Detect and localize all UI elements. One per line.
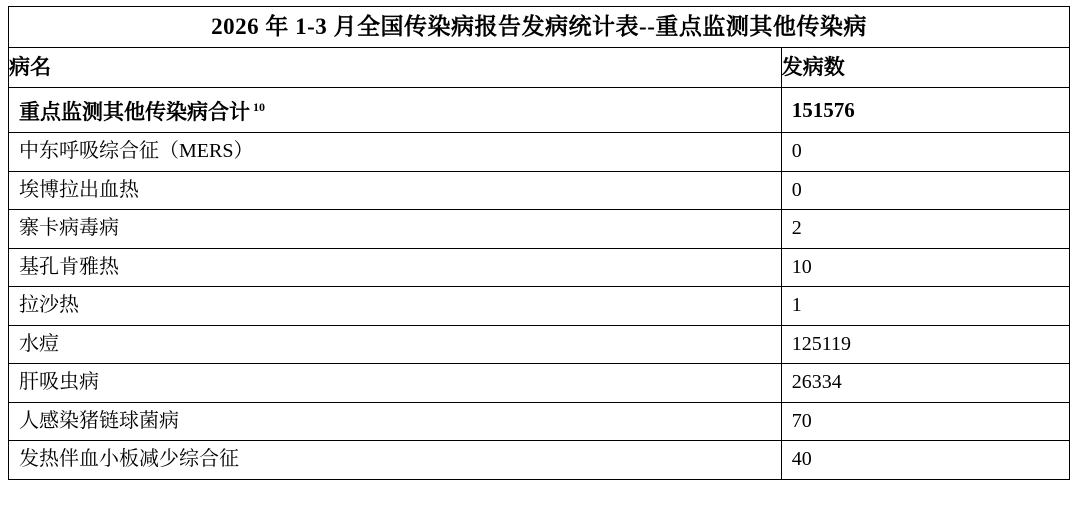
disease-count: 0 — [781, 133, 1069, 172]
table-row — [9, 287, 1070, 326]
table-row — [9, 210, 1070, 249]
table-row-total — [9, 88, 1070, 133]
table-row — [9, 364, 1070, 403]
disease-name: 基孔肯雅热 — [9, 248, 782, 287]
disease-count: 40 — [781, 441, 1069, 480]
column-header-name: 病名 — [9, 48, 782, 88]
disease-name: 水痘 — [9, 325, 782, 364]
table-row — [9, 441, 1070, 480]
total-value: 151576 — [781, 88, 1069, 133]
table-row — [9, 171, 1070, 210]
disease-name: 拉沙热 — [9, 287, 782, 326]
disease-name: 人感染猪链球菌病 — [9, 402, 782, 441]
disease-name: 中东呼吸综合征（MERS） — [9, 133, 782, 172]
disease-count: 10 — [781, 248, 1069, 287]
total-footnote-marker: 10 — [253, 100, 265, 114]
table-header-row — [9, 48, 1070, 88]
disease-count: 70 — [781, 402, 1069, 441]
disease-count: 1 — [781, 287, 1069, 326]
disease-count: 2 — [781, 210, 1069, 249]
table-row — [9, 248, 1070, 287]
total-label-cell — [9, 88, 782, 133]
disease-name: 发热伴血小板减少综合征 — [9, 441, 782, 480]
disease-name: 寨卡病毒病 — [9, 210, 782, 249]
infectious-disease-table — [8, 6, 1070, 480]
table-row — [9, 325, 1070, 364]
page-title: 2026 年 1-3 月全国传染病报告发病统计表--重点监测其他传染病 — [9, 7, 1070, 48]
disease-name: 肝吸虫病 — [9, 364, 782, 403]
disease-count: 125119 — [781, 325, 1069, 364]
table-row — [9, 402, 1070, 441]
disease-name: 埃博拉出血热 — [9, 171, 782, 210]
column-header-value: 发病数 — [781, 48, 1069, 88]
disease-count: 0 — [781, 171, 1069, 210]
total-label: 重点监测其他传染病合计 — [19, 100, 250, 124]
table-row — [9, 133, 1070, 172]
table-title-row — [9, 7, 1070, 48]
disease-count: 26334 — [781, 364, 1069, 403]
